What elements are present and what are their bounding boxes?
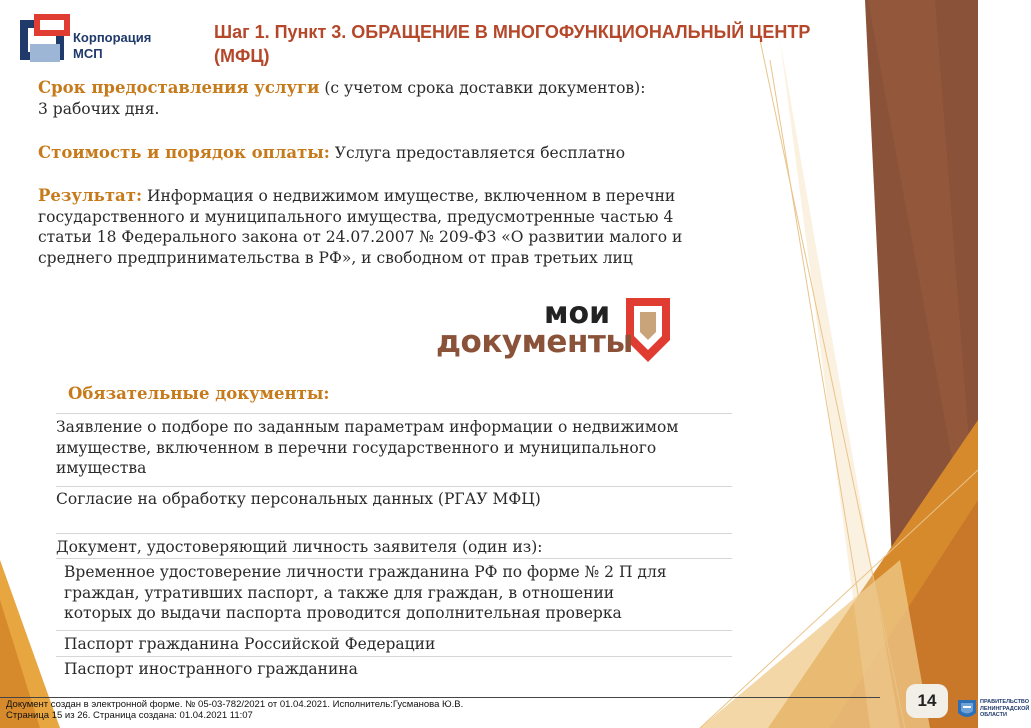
id-option-line: Паспорт гражданина Российской Федерации — [64, 635, 436, 653]
result-line4: среднего предпринимательства в РФ», и свободном от прав третьих лиц — [38, 248, 633, 267]
divider — [56, 558, 732, 559]
document-footer — [6, 699, 463, 721]
result-paragraph — [38, 186, 682, 268]
term-text: (с учетом срока доставки документов): — [319, 79, 646, 97]
result-label: Результат: — [38, 186, 143, 205]
result-line1: Информация о недвижимом имуществе, включенном в перечни — [142, 187, 676, 205]
id-option-item — [64, 562, 732, 624]
gov-line2: ЛЕНИНГРАДСКОЙ — [980, 705, 1030, 712]
term-paragraph — [38, 78, 645, 119]
divider — [56, 630, 732, 631]
id-option-line: которых до выдачи паспорта проводится дополнительная проверка — [64, 604, 622, 622]
government-label — [980, 699, 1029, 719]
divider — [56, 533, 732, 534]
id-option-line: Паспорт иностранного гражданина — [64, 660, 358, 678]
gov-line1: ПРАВИТЕЛЬСТВО — [980, 699, 1030, 705]
required-doc-line: имуществе, включенном в перечни государственного и муниципального — [56, 438, 657, 457]
my-documents-top-text: мои — [544, 296, 611, 331]
required-doc-line: Согласие на обработку персональных данных (РГАУ МФЦ) — [56, 490, 541, 508]
required-doc-line: Заявление о подборе по заданным параметрам информации о недвижимом — [56, 418, 679, 436]
logo-text-line1: Корпорация — [73, 30, 152, 45]
required-doc-line: имущества — [56, 459, 147, 477]
logo-text — [73, 30, 151, 62]
required-docs-title: Обязательные документы: — [68, 384, 330, 403]
footer-divider — [0, 697, 880, 698]
term-label: Срок предоставления услуги — [38, 78, 320, 97]
result-line2: государственного и муниципального имущества, предусмотренные частью 4 — [38, 207, 674, 226]
footer-line1: Документ создан в электронной форме. № 05-03-782/2021 от 01.04.2021. Исполнитель:Гусманова Ю.В. — [6, 699, 464, 710]
my-documents-logo — [436, 296, 676, 368]
page-number: 14 — [906, 684, 948, 718]
cost-label: Стоимость и порядок оплаты: — [38, 143, 330, 162]
my-documents-bottom-text: документы — [436, 324, 633, 360]
cost-text: Услуга предоставляется бесплатно — [329, 144, 626, 162]
divider — [56, 413, 732, 414]
required-doc-item — [56, 537, 732, 558]
id-option-item — [64, 659, 732, 680]
divider — [56, 486, 732, 487]
required-doc-line: Документ, удостоверяющий личность заявителя (один из): — [56, 538, 543, 556]
required-doc-item — [56, 417, 732, 479]
required-doc-item — [56, 489, 732, 510]
id-option-item — [64, 634, 732, 655]
slide-title: Шаг 1. Пункт 3. ОБРАЩЕНИЕ В МНОГОФУНКЦИОНАЛЬНЫЙ ЦЕНТР (МФЦ) — [214, 22, 811, 66]
logo-text-line2: МСП — [73, 46, 103, 61]
id-option-line: граждан, утративших паспорт, а также для граждан, в отношении — [64, 583, 615, 602]
footer-line2: Страница 15 из 26. Страница создана: 01.04.2021 11:07 — [6, 710, 253, 721]
divider — [56, 656, 732, 657]
term-value: 3 рабочих дня. — [38, 99, 160, 118]
id-option-line: Временное удостоверение личности гражданина РФ по форме № 2 П для — [64, 563, 667, 581]
result-line3: статьи 18 Федерального закона от 24.07.2007 № 209-ФЗ «О развитии малого и — [38, 228, 683, 246]
cost-paragraph — [38, 143, 625, 164]
gov-line3: ОБЛАСТИ — [980, 712, 1007, 718]
